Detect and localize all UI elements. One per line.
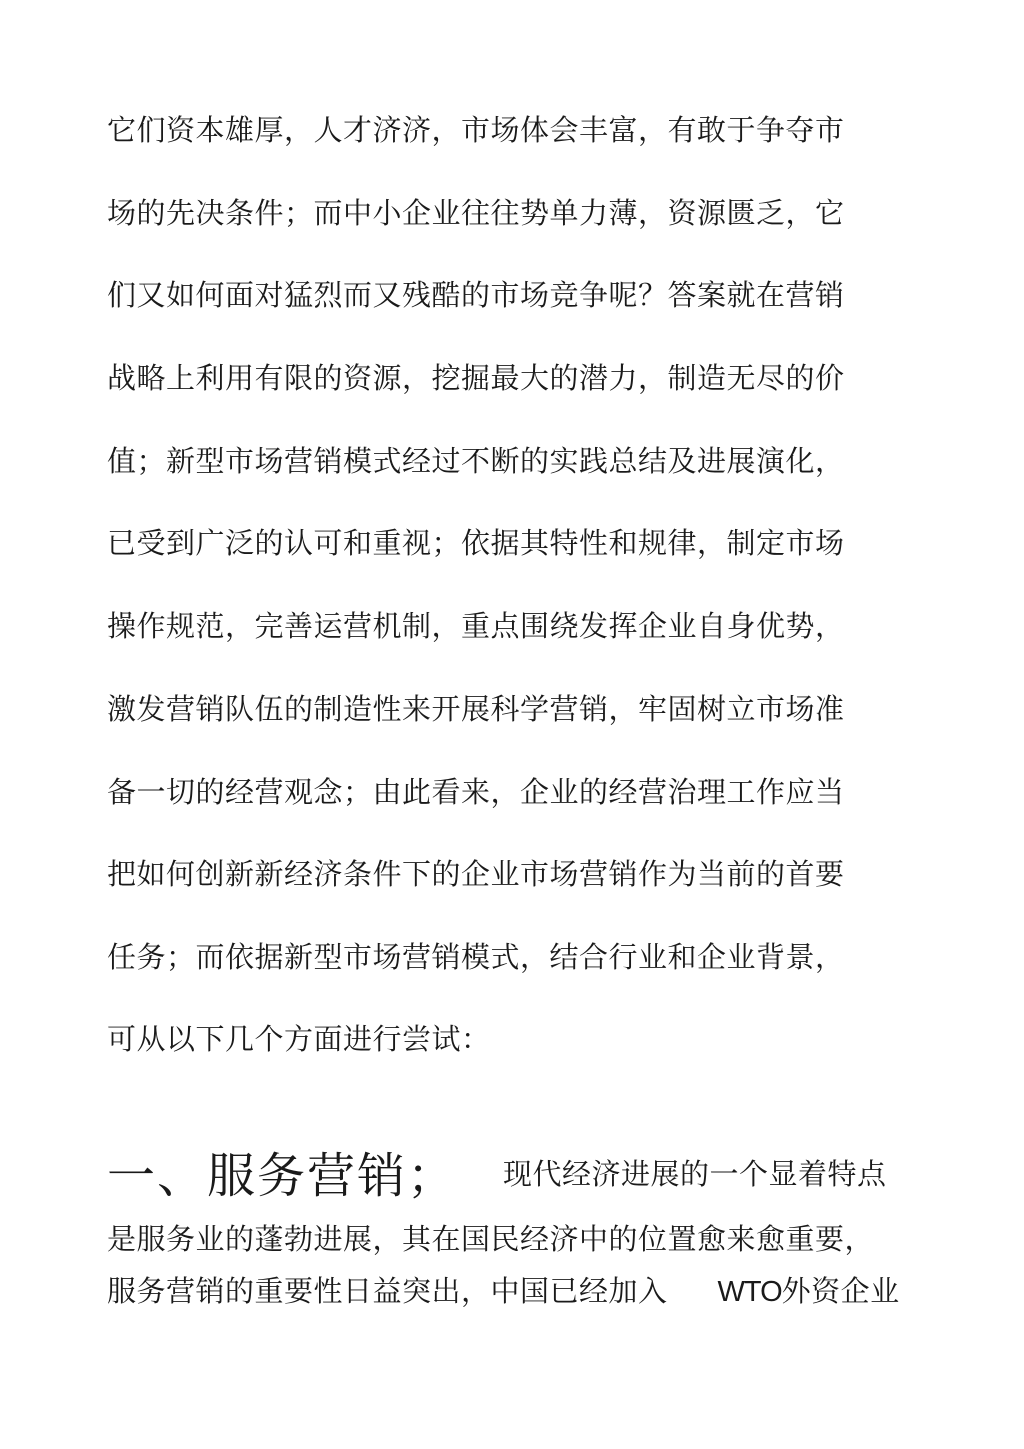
paragraph-line-4: 战略上利用有限的资源，挖掘最大的潜力，制造无尽的价: [107, 361, 845, 395]
paragraph-line-9: 备一切的经营观念；由此看来，企业的经营治理工作应当: [107, 775, 845, 809]
section-heading-follow-text: 现代经济进展的一个显着特点: [503, 1157, 887, 1191]
section-line-2-text-a: 服务营销的重要性日益突出，中国已经加入: [107, 1274, 668, 1308]
section-line-1: 是服务业的蓬勃进展，其在国民经济中的位置愈来愈重要，: [107, 1222, 875, 1256]
section-heading-row: [107, 1146, 887, 1206]
section-line-2-wto: WTO: [717, 1276, 782, 1308]
paragraph-line-5: 值；新型市场营销模式经过不断的实践总结及进展演化，: [107, 444, 845, 478]
paragraph-line-8: 激发营销队伍的制造性来开展科学营销，牢固树立市场准: [107, 692, 845, 726]
section-line-2: [107, 1274, 900, 1309]
paragraph-line-3: 们又如何面对猛烈而又残酷的市场竞争呢？答案就在营销: [107, 278, 845, 312]
paragraph-line-12: 可从以下几个方面进行尝试：: [107, 1022, 491, 1056]
paragraph-line-2: 场的先决条件；而中小企业往往势单力薄，资源匮乏，它: [107, 196, 845, 230]
section-line-2-text-c: 外资企业: [781, 1274, 900, 1308]
paragraph-line-1: 它们资本雄厚，人才济济，市场体会丰富，有敢于争夺市: [107, 113, 845, 147]
paragraph-line-10: 把如何创新新经济条件下的企业市场营销作为当前的首要: [107, 857, 845, 891]
paragraph-line-7: 操作规范，完善运营机制，重点围绕发挥企业自身优势，: [107, 609, 845, 643]
paragraph-line-11: 任务；而依据新型市场营销模式，结合行业和企业背景，: [107, 940, 845, 974]
section-heading: 一、服务营销；: [107, 1148, 458, 1204]
paragraph-line-6: 已受到广泛的认可和重视；依据其特性和规律，制定市场: [107, 526, 845, 560]
